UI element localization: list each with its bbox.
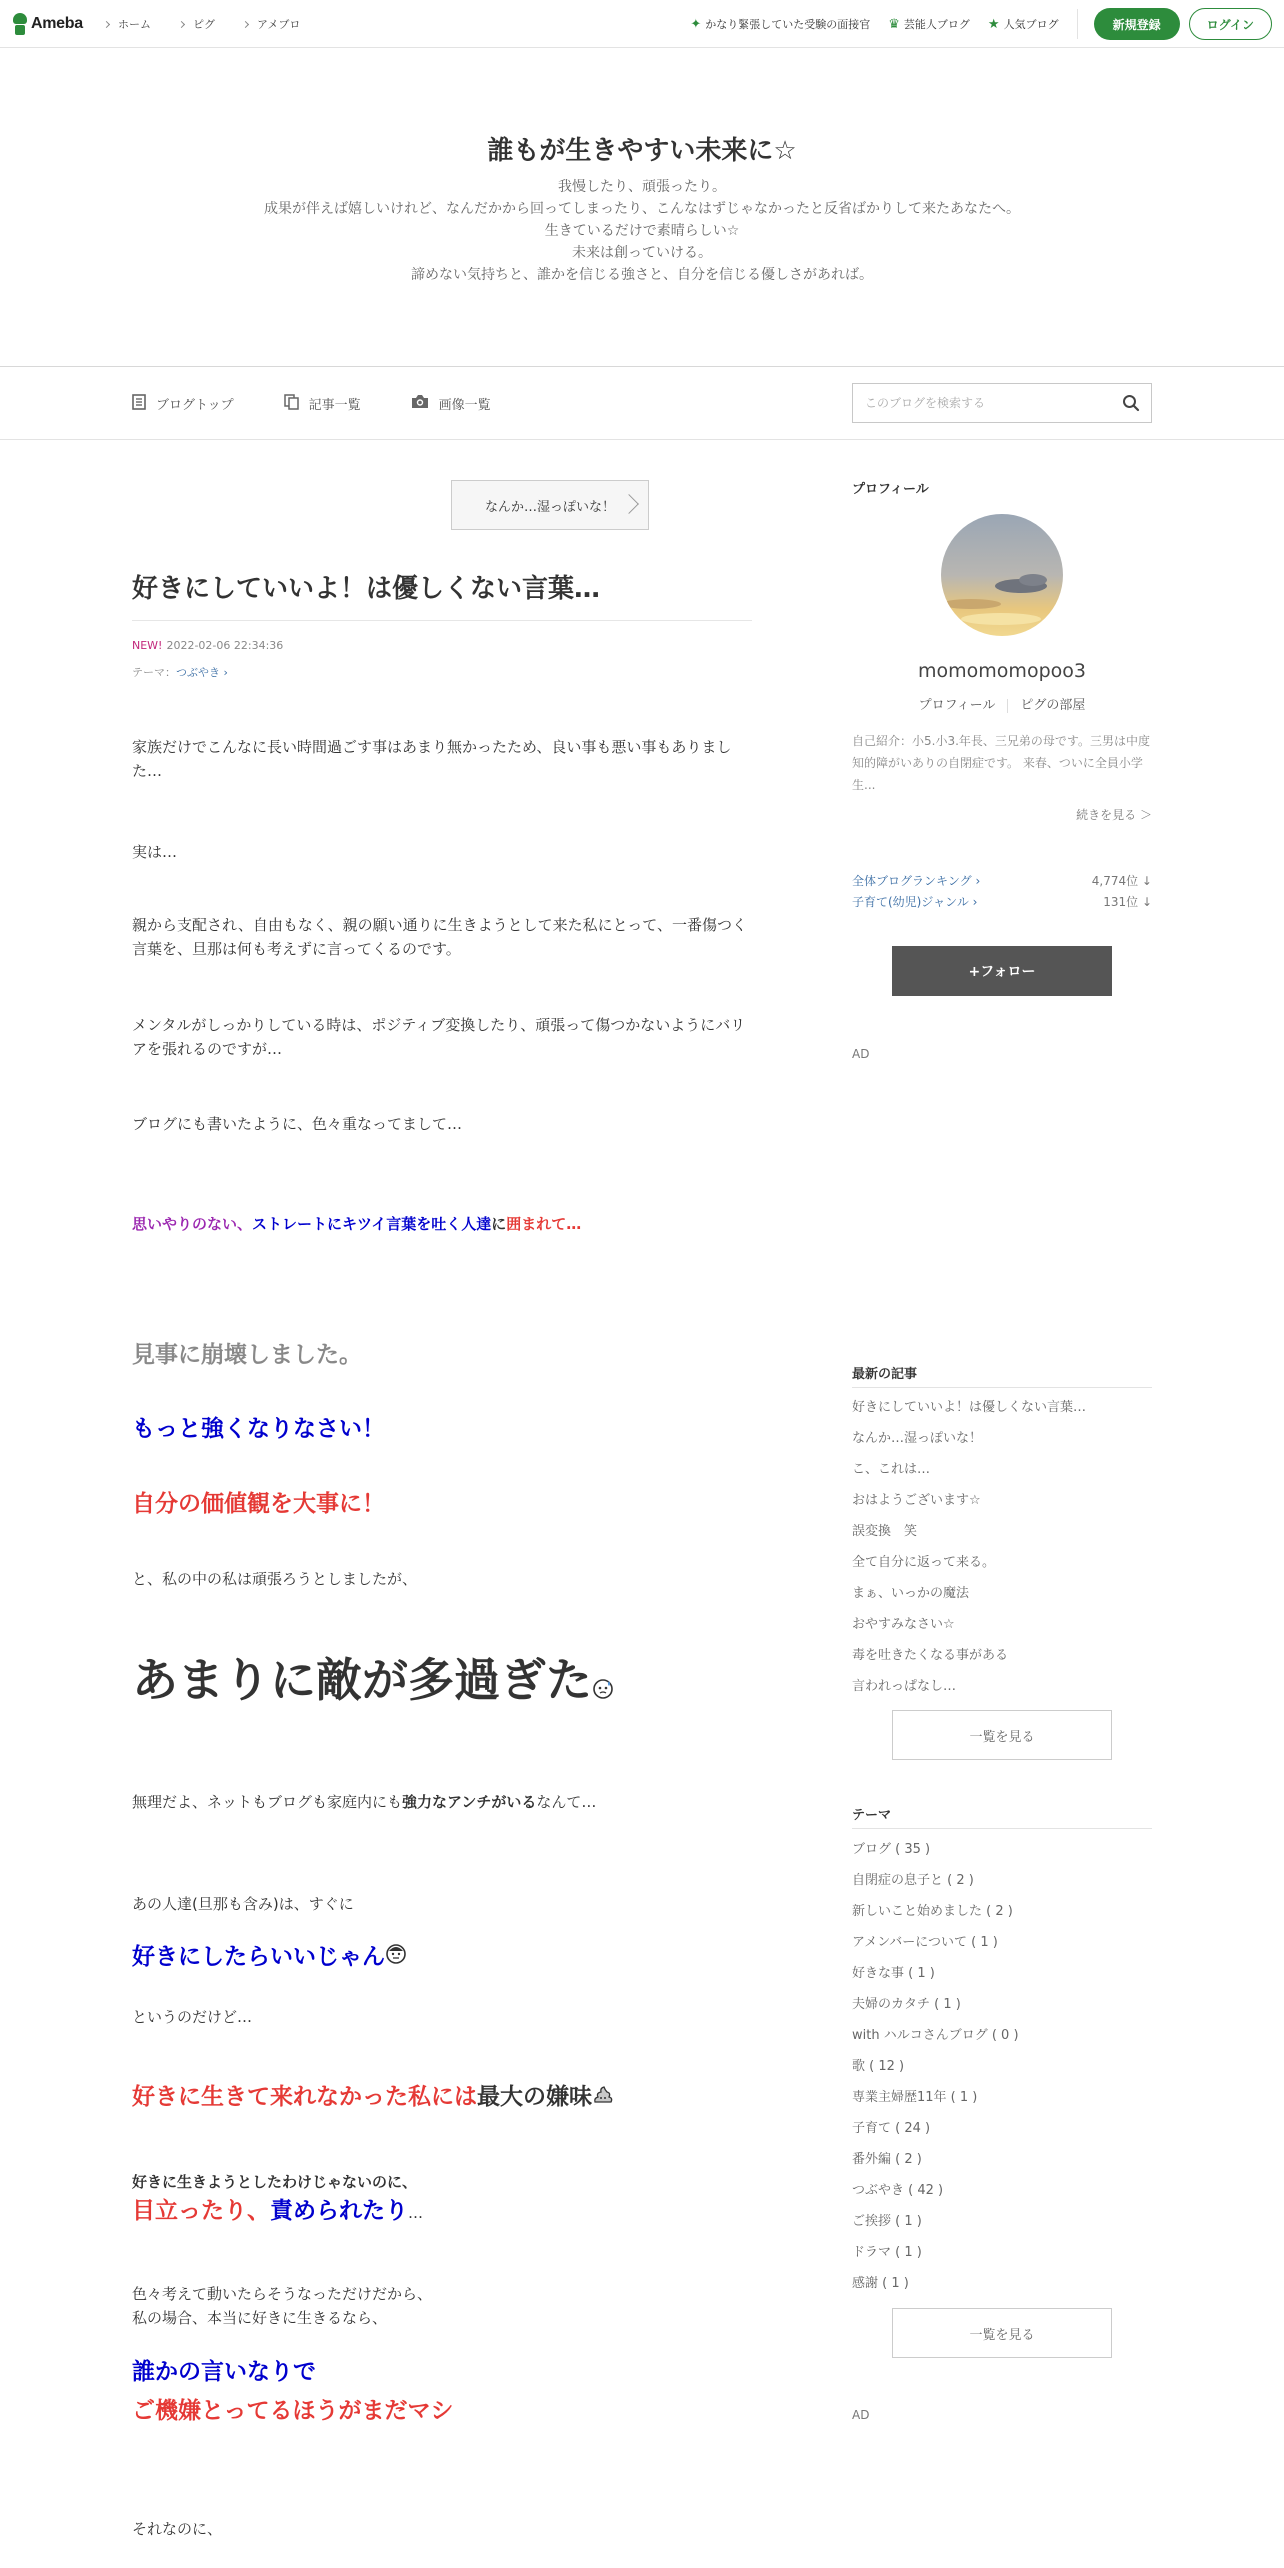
ad-label: AD	[852, 1047, 870, 1061]
chevron-right-icon	[619, 494, 639, 514]
text-run: 強力なアンチがいる	[402, 1793, 537, 1811]
chevron-right-icon	[103, 20, 110, 27]
heading-text: ご機嫌とってるほうがまだマシ	[132, 2398, 454, 2424]
text-run: 無理だよ、ネットもブログも家庭内にも	[132, 1793, 403, 1811]
paragraph: 実は…	[132, 843, 178, 861]
article-title[interactable]: 好きにしていいよ！は優しくない言葉…	[132, 574, 601, 604]
ameba-logo[interactable]	[12, 12, 83, 36]
recent-article-item[interactable]: 好きにしていいよ！は優しくない言葉…	[852, 1400, 1087, 1415]
follow-button[interactable]: +フォロー	[892, 946, 1112, 996]
pig-room-link[interactable]: ピグの部屋	[1020, 698, 1086, 713]
text-line: 色々考えて動いたらそうなっただけだから、	[132, 2285, 433, 2303]
previous-article-button[interactable]	[451, 480, 649, 530]
theme-item[interactable]: 子育て ( 24 )	[852, 2121, 931, 2136]
recent-article-item[interactable]: こ、これは…	[852, 1462, 931, 1477]
ranking-link[interactable]: 全体ブログランキング ›	[852, 874, 981, 888]
theme-item[interactable]: with ハルコさんブログ ( 0 )	[852, 2028, 1019, 2043]
profile-links	[852, 694, 1152, 713]
text-run: …	[408, 2204, 423, 2222]
star-icon: ★	[987, 16, 1000, 32]
text-run: なんて…	[536, 1793, 597, 1811]
paragraph: あの人達(旦那も含み)は、すぐに	[132, 1895, 354, 1913]
nav-label: アメブロ	[257, 18, 301, 31]
search-icon[interactable]	[1111, 384, 1151, 422]
text-run: 目立ったり、	[132, 2198, 270, 2224]
description-line: 諦めない気持ちと、誰かを信じる強さと、自分を信じる優しさがあれば。	[411, 267, 873, 283]
text-run: に	[491, 1215, 507, 1233]
blog-search	[852, 383, 1152, 423]
divider	[852, 1828, 1152, 1829]
theme-heading: テーマ	[852, 1808, 892, 1823]
new-badge: NEW!	[132, 639, 163, 652]
theme-item[interactable]: 歌 ( 12 )	[852, 2059, 905, 2074]
popular-blog-link[interactable]	[988, 16, 1059, 32]
paragraph: と、私の中の私は頑張ろうとしましたが、	[132, 1570, 418, 1588]
theme-item[interactable]: ご挨拶 ( 1 )	[852, 2214, 922, 2229]
crown-icon: ♛	[888, 16, 900, 32]
description-line: 成果が伴えば嬉しいけれど、なんだかから回ってしまったり、こんなはずじゃなかったと反省ばかりして来たあなたへ。	[264, 201, 1020, 217]
blog-header	[0, 48, 1284, 367]
text-run: 責められたり	[270, 2198, 408, 2224]
paragraph	[132, 2282, 752, 2330]
heading-text: 見事に崩壊しました。	[132, 1342, 362, 1368]
ranking-link[interactable]: 子育て(幼児)ジャンル ›	[852, 895, 978, 909]
article-theme	[132, 664, 228, 680]
blog-description	[0, 176, 1284, 286]
theme-item[interactable]: 夫婦のカタチ ( 1 )	[852, 1997, 961, 2012]
theme-item[interactable]: 番外編 ( 2 )	[852, 2152, 922, 2167]
poop-icon	[592, 2081, 614, 2115]
text-run: 好きに生きて来れなかった私には	[132, 2084, 477, 2110]
theme-item[interactable]: つぶやき ( 42 )	[852, 2183, 944, 2198]
theme-item[interactable]: 感謝 ( 1 )	[852, 2276, 909, 2291]
paragraph: 家族だけでこんなに長い時間過ごす事はあまり無かったため、良い事も悪い事もありました…	[132, 738, 732, 780]
tab-label: ブログトップ	[156, 398, 234, 413]
link-label: 芸能人ブログ	[903, 18, 970, 31]
tab-label: 画像一覧	[438, 398, 491, 413]
ranking-genre	[852, 893, 1152, 910]
heading-text	[132, 1940, 752, 1975]
nav-pigg[interactable]	[179, 16, 215, 32]
description-line: 我慢したり、頑張ったり。	[558, 179, 726, 195]
theme-label: つぶやき	[176, 666, 220, 679]
copy-icon	[284, 394, 299, 414]
register-button[interactable]: 新規登録	[1094, 8, 1180, 40]
recent-article-item[interactable]: 毒を吐きたくなる事がある	[852, 1648, 1009, 1663]
theme-prefix: テーマ：	[132, 666, 176, 679]
theme-item[interactable]: ブログ ( 35 )	[852, 1842, 931, 1857]
nav-ameblo[interactable]	[243, 16, 300, 32]
global-header	[0, 0, 1284, 48]
recent-article-item[interactable]: 言われっぱなし…	[852, 1679, 957, 1694]
ranking-value: 4,774位 ↓	[1091, 874, 1152, 888]
divider	[852, 1387, 1152, 1388]
large-heading	[132, 1650, 752, 1714]
tab-image-list[interactable]	[411, 394, 491, 413]
paragraph: それなのに、	[132, 2520, 223, 2538]
paragraph	[132, 1212, 752, 1236]
divider	[1007, 699, 1008, 713]
smirk-face-icon	[385, 1941, 407, 1975]
theme-item[interactable]: 専業主婦歴11年 ( 1 )	[852, 2090, 978, 2105]
paragraph: メンタルがしっかりしている時は、ポジティブ変換したり、頑張って傷つかないようにバリアを張れるのですが…	[132, 1016, 746, 1058]
tab-blog-top[interactable]	[132, 394, 234, 414]
ranking-label: 子育て(幼児)ジャンル	[852, 895, 969, 909]
ad-label: AD	[852, 2408, 870, 2422]
read-more-link[interactable]: 続きを見る ＞	[1076, 808, 1152, 822]
ranking-overall	[852, 872, 1152, 889]
profile-heading: プロフィール	[852, 482, 929, 497]
nav-home[interactable]	[104, 16, 151, 32]
recent-article-item[interactable]: 誤変換 笑	[852, 1524, 918, 1539]
theme-list-button[interactable]: 一覧を見る	[892, 2308, 1112, 2358]
heading-text: もっと強くなりなさい！	[132, 1416, 385, 1442]
recent-list-button[interactable]: 一覧を見る	[892, 1710, 1112, 1760]
recent-articles-heading: 最新の記事	[852, 1367, 918, 1382]
theme-item[interactable]: 好きな事 ( 1 )	[852, 1966, 935, 1981]
blog-menu	[0, 367, 1284, 440]
tab-article-list[interactable]	[284, 394, 361, 414]
celebrity-blog-link[interactable]	[888, 16, 970, 32]
heading-text	[132, 2080, 752, 2115]
description-line: 生きているだけで素晴らしい☆	[544, 223, 740, 239]
paragraph: というのだけど…	[132, 2008, 253, 2026]
nav-label: ピグ	[193, 18, 215, 31]
divider	[1077, 9, 1078, 39]
theme-item[interactable]: ドラマ ( 1 )	[852, 2245, 922, 2260]
ranking-value: 131位 ↓	[1103, 895, 1152, 909]
camera-icon	[411, 394, 429, 413]
avatar[interactable]	[941, 514, 1063, 636]
description-line: 未来は創っていける。	[572, 245, 712, 261]
recent-article-item[interactable]: まぁ、いっかの魔法	[852, 1586, 970, 1601]
divider	[132, 620, 752, 621]
text-run: ストレートにキツイ言葉を吐く人達	[252, 1215, 492, 1233]
heading-text: 自分の価値観を大事に！	[132, 1491, 385, 1517]
text-run: 最大の嫌味	[477, 2084, 592, 2110]
link-label: 人気ブログ	[1003, 18, 1059, 31]
paragraph: ブログにも書いたように、色々重なってまして…	[132, 1115, 463, 1133]
theme-item[interactable]: 自閉症の息子と ( 2 )	[852, 1873, 974, 1888]
theme-link[interactable]: つぶやき ›	[176, 666, 228, 679]
recent-article-item[interactable]: おやすみなさい☆	[852, 1617, 955, 1632]
recent-article-item[interactable]: 全て自分に返って来る。	[852, 1555, 996, 1570]
nav-label: ホーム	[118, 18, 151, 31]
paragraph: 好きに生きようとしたわけじゃないのに、	[132, 2173, 418, 2191]
blog-tabs	[132, 367, 541, 440]
article-datetime: 2022-02-06 22:34:36	[166, 639, 284, 652]
theme-item[interactable]: 新しいこと始めました ( 2 )	[852, 1904, 1013, 1919]
chevron-right-icon	[242, 20, 249, 27]
login-button[interactable]: ログイン	[1189, 8, 1272, 40]
paragraph	[132, 1790, 752, 1814]
recent-article-item[interactable]: おはようございます☆	[852, 1493, 981, 1508]
trending-link[interactable]	[690, 16, 870, 32]
profile-intro: 自己紹介：小5.小3.年長、三兄弟の母です。三男は中度知的障がいありの自閉症です。 来春、ついに全員小学生...	[852, 734, 1150, 792]
search-input[interactable]	[853, 385, 1111, 421]
profile-link[interactable]: プロフィール	[918, 698, 996, 713]
article-meta	[132, 639, 283, 652]
text-line: 私の場合、本当に好きに生きるなら、	[132, 2309, 388, 2327]
tab-label: 記事一覧	[308, 398, 361, 413]
sweat-face-icon	[592, 1654, 614, 1714]
text-run: 囲まれて…	[506, 1215, 582, 1233]
heading-text: 誰かの言いなりで	[132, 2359, 316, 2385]
recent-article-item[interactable]: なんか…湿っぽいな！	[852, 1431, 983, 1446]
text-run: 好きにしたらいいじゃん	[132, 1944, 385, 1970]
global-nav	[104, 0, 328, 48]
blog-title[interactable]: 誰もが生きやすい未来に☆	[487, 136, 797, 166]
theme-item[interactable]: アメンバーについて ( 1 )	[852, 1935, 998, 1950]
link-label: かなり緊張していた受験の面接官	[705, 18, 871, 31]
logo-text: Ameba	[31, 15, 83, 32]
sparkle-icon: ✦	[690, 16, 702, 32]
previous-article-label: なんか…湿っぽいな！	[484, 499, 615, 515]
paragraph: 親から支配され、自由もなく、親の願い通りに生きようとして来た私にとって、一番傷つく言葉を、旦那は何も考えずに言ってくるのです。	[132, 916, 748, 958]
document-icon	[132, 394, 146, 414]
ranking-label: 全体ブログランキング	[852, 874, 972, 888]
ameba-logo-icon	[12, 13, 28, 35]
profile-name[interactable]: momomomopoo3	[918, 660, 1086, 682]
text-run: あまりに敵が多過ぎた	[132, 1653, 592, 1707]
heading-text	[132, 2194, 752, 2230]
text-run: 思いやりのない、	[132, 1215, 253, 1233]
chevron-right-icon	[178, 20, 185, 27]
global-header-right	[690, 0, 1272, 48]
